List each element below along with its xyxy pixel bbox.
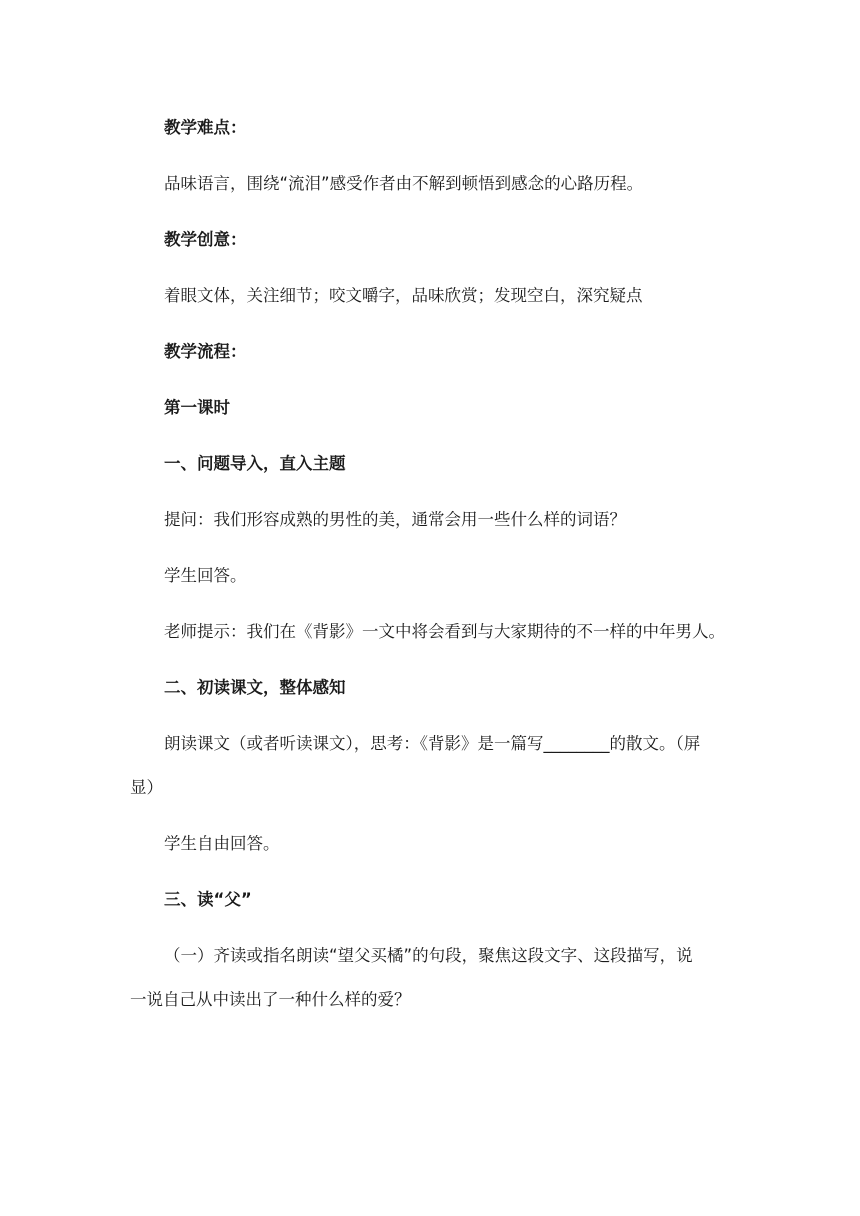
heading-teaching-difficulty: 教学难点： (164, 118, 247, 137)
paragraph-student-free-answer: 学生自由回答。 (164, 834, 280, 853)
paragraph-reading-aloud-line1: （一）齐读或指名朗读“望父买橘”的句段，聚焦这段文字、这段描写，说 (164, 946, 693, 965)
heading-teaching-creativity: 教学创意： (164, 230, 247, 249)
paragraph-reading-aloud-line2: 一说自己从中读出了一种什么样的爱？ (130, 990, 411, 1009)
section-title-3: 三、读“父” (164, 890, 252, 909)
paragraph-student-answer: 学生回答。 (164, 566, 247, 585)
paragraph-reading-task-line1: 朗读课文（或者听读课文），思考：《背影》是一篇写________的散文。（屏 (164, 734, 701, 753)
heading-lesson-one: 第一课时 (164, 398, 230, 417)
section-title-2: 二、初读课文，整体感知 (164, 678, 346, 697)
section-title-1: 一、问题导入，直入主题 (164, 454, 346, 473)
paragraph-question: 提问：我们形容成熟的男性的美，通常会用一些什么样的词语？ (164, 510, 626, 529)
paragraph-teaching-creativity: 着眼文体，关注细节；咬文嚼字，品味欣赏；发现空白，深究疑点 (164, 286, 643, 305)
paragraph-reading-task-line2: 显） (130, 778, 163, 797)
paragraph-teacher-hint: 老师提示：我们在《背影》一文中将会看到与大家期待的不一样的中年男人。 (164, 622, 725, 641)
heading-teaching-process: 教学流程： (164, 342, 247, 361)
paragraph-teaching-difficulty: 品味语言，围绕“流泪”感受作者由不解到顿悟到感念的心路历程。 (164, 174, 644, 193)
